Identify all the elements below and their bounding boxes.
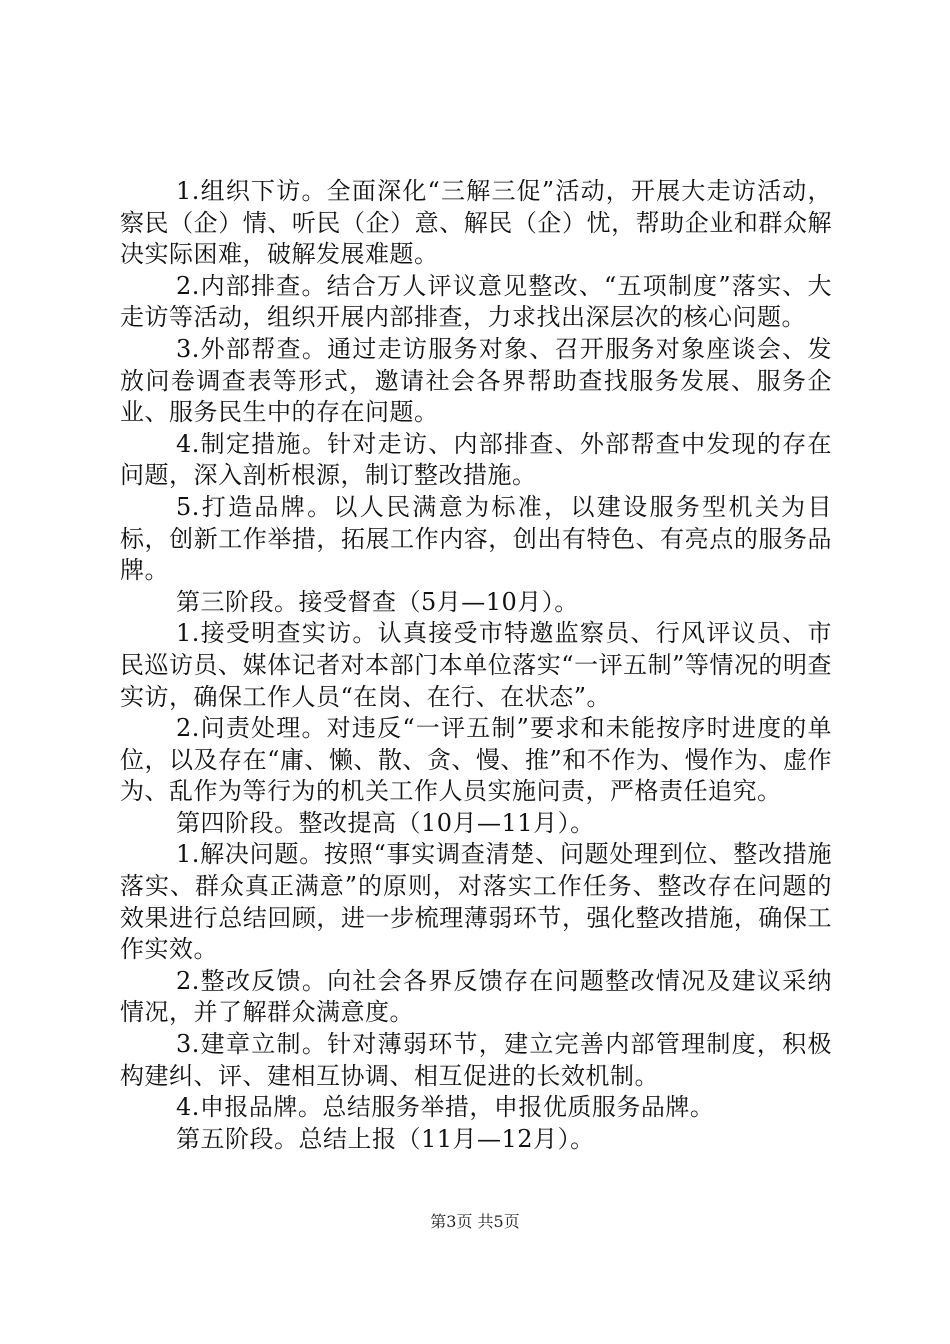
heading-stage-three: 第三阶段。接受督查（5月—10月）。	[176, 587, 579, 616]
paragraph-declare-brand: 4.申报品牌。总结服务举措，申报优质服务品牌。	[176, 1093, 715, 1122]
paragraph-rectification-feedback: 2.整改反馈。向社会各界反馈存在问题整改情况及建议采纳情况，并了解群众满意度。	[120, 966, 832, 1027]
paragraph-set-measures: 4.制定措施。针对走访、内部排查、外部帮查中发现的存在问题，深入剖析根源，制订整改措施。	[120, 429, 832, 490]
paragraph-internal-check: 2.内部排查。结合万人评议意见整改、“五项制度”落实、大走访等活动，组织开展内部排查，力求找出深层次的核心问题。	[120, 271, 832, 332]
heading-stage-five: 第五阶段。总结上报（11月—12月）。	[176, 1124, 595, 1153]
paragraph-build-brand: 5.打造品牌。以人民满意为标准，以建设服务型机关为目标，创新工作举措，拓展工作内容，创出有特色、有亮点的服务品牌。	[120, 492, 832, 585]
paragraph-external-check: 3.外部帮查。通过走访服务对象、召开服务对象座谈会、发放问卷调查表等形式，邀请社会各界帮助查找服务发展、服务企业、服务民生中的存在问题。	[120, 334, 832, 427]
document-body	[120, 176, 832, 1155]
paragraph-solve-problems: 1.解决问题。按照“事实调查清楚、问题处理到位、整改措施落实、群众真正满意”的原则，对落实工作任务、整改存在问题的效果进行总结回顾，进一步梳理薄弱环节，强化整改措施，确保工作实效。	[120, 840, 832, 964]
paragraph-establish-rules: 3.建章立制。针对薄弱环节，建立完善内部管理制度，积极构建纠、评、建相互协调、相互促进的长效机制。	[120, 1030, 832, 1090]
page-number-footer: 第3页 共5页	[430, 1212, 520, 1231]
paragraph-accountability: 2.问责处理。对违反“一评五制”要求和未能按序时进度的单位，以及存在“庸、懒、散、贪、慢、推”和不作为、慢作为、虚作为、乱作为等行为的机关工作人员实施问责，严格责任追究。	[120, 714, 832, 806]
paragraph-accept-inspection: 1.接受明查实访。认真接受市特邀监察员、行风评议员、市民巡访员、媒体记者对本部门本单位落实“一评五制”等情况的明查实访，确保工作人员“在岗、在行、在状态”。	[120, 619, 832, 711]
heading-stage-four: 第四阶段。整改提高（10月—11月）。	[176, 808, 595, 837]
paragraph-organize-visits: 1.组织下访。全面深化“三解三促”活动，开展大走访活动，察民（企）情、听民（企）意、解民（企）忧，帮助企业和群众解决实际困难，破解发展难题。	[120, 177, 832, 269]
